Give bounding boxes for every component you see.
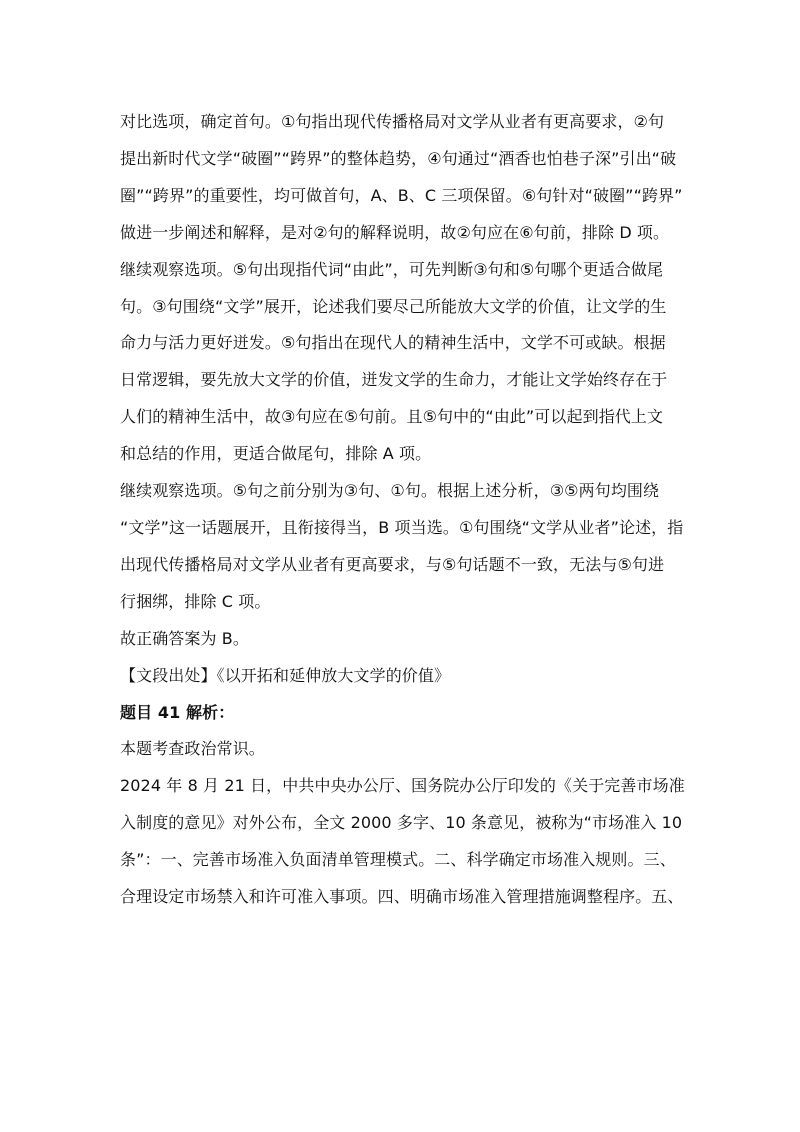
- source-line: 【文段出处】《以开拓和延伸放大文学的价值》: [120, 665, 451, 685]
- question-heading: 题目 41 解析：: [120, 702, 235, 722]
- text-line: 对比选项，确定首句。①句指出现代传播格局对文学从业者有更高要求，②句: [120, 112, 665, 131]
- answer-line: 故正确答案为 B。: [120, 628, 249, 648]
- text-line: 继续观察选项。⑤句之前分别为③句、①句。根据上述分析，③⑤两句均围绕: [120, 481, 660, 501]
- text-line: 句。③句围绕“文学”展开，论述我们要尽己所能放大文学的价值，让文学的生: [120, 296, 667, 316]
- text-line: 本题考查政治常识。: [120, 739, 265, 759]
- text-line: 2024 年 8 月 21 日，中共中央办公厅、国务院办公厅印发的《关于完善市场准: [120, 776, 685, 796]
- text-line: 做进一步阐述和解释，是对②句的解释说明，故②句应在⑥句前，排除 D 项。: [120, 222, 670, 242]
- text-line: 命力与活力更好迸发。⑤句指出在现代人的精神生活中，文学不可或缺。根据: [120, 333, 666, 353]
- text-line: 条”：一、完善市场准入负面清单管理模式。二、科学确定市场准入规则。三、: [120, 850, 676, 870]
- text-line: 和总结的作用，更适合做尾句，排除 A 项。: [120, 444, 432, 464]
- text-line: “文学”这一话题展开，且衔接得当，B 项当选。①句围绕“文学从业者”论述，指: [120, 517, 684, 537]
- text-line: 提出新时代文学“破圈”“跨界”的整体趋势，④句通过“酒香也怕巷子深”引出“破: [120, 148, 677, 168]
- text-line: 圈”“跨界”的重要性，均可做首句，A、B、C 三项保留。⑥句针对“破圈”“跨界”: [120, 185, 683, 205]
- document-body: [120, 104, 690, 916]
- text-line: 继续观察选项。⑤句出现指代词“由此”，可先判断③句和⑤句哪个更适合做尾: [120, 259, 664, 279]
- text-line: 合理设定市场禁入和许可准入事项。四、明确市场准入管理措施调整程序。五、: [120, 887, 684, 907]
- text-line: 出现代传播格局对文学从业者有更高要求，与⑤句话题不一致，无法与⑤句进: [120, 554, 665, 574]
- text-line: 人们的精神生活中，故③句应在⑤句前。且⑤句中的“由此”可以起到指代上文: [120, 407, 664, 427]
- text-line: 行捆绑，排除 C 项。: [120, 591, 271, 611]
- text-line: 入制度的意见》对外公布，全文 2000 多字、10 条意见，被称为“市场准入 10: [120, 813, 683, 833]
- text-line: 日常逻辑，要先放大文学的价值，迸发文学的生命力，才能让文学始终存在于: [120, 370, 668, 390]
